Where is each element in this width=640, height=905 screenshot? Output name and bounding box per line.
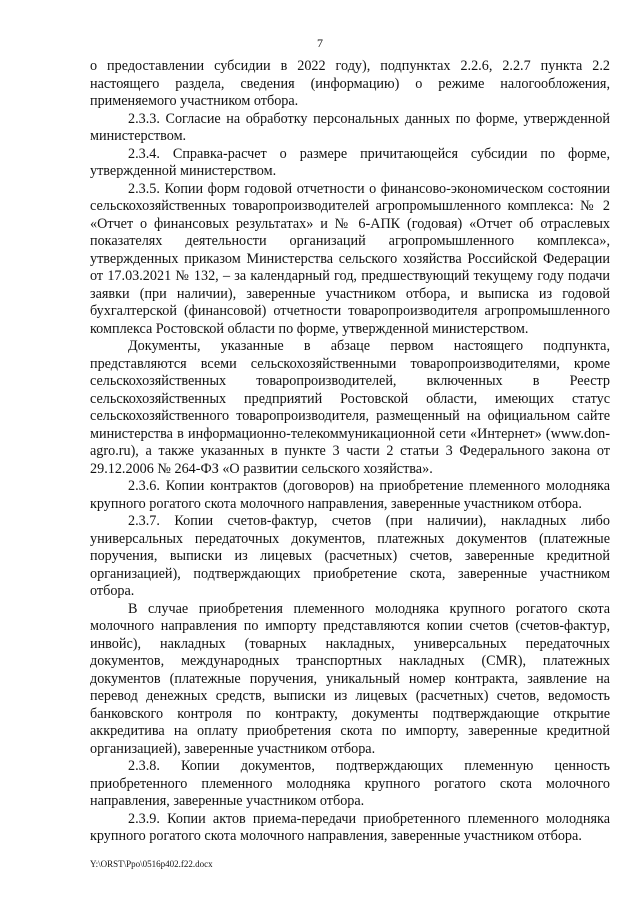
paragraph-2-3-8: 2.3.8. Копии документов, подтверждающих племенную ценность приобретенного племенного молодняка крупного рогатого скота молочного направления, заверенные участником отбора. bbox=[90, 758, 610, 809]
paragraph-2-3-3: 2.3.3. Согласие на обработку персональных данных по форме, утвержденной министерством. bbox=[90, 110, 610, 144]
paragraph-import-case: В случае приобретения племенного молодняка крупного рогатого скота молочного направления по импорту представляются копии счетов (счетов-фактур, инвойс), накладных (товарных накладных, универсальных передаточных документов, международных транспортных накладных (CMR), платежных документов (платежные поручения, уникальный номер контракта, заявление на перевод денежных средств, выписки из лицевых (расчетных) счетов, ведомость банковского контроля по контракту, документы подтверждающие открытие аккредитива на оплату приобретения скота по импорту, заверенные кредитной организацией), заверенные участником отбора. bbox=[90, 600, 610, 757]
paragraph-2-3-9: 2.3.9. Копии актов приема-передачи приобретенного племенного молодняка крупного рогатого скота молочного направления, заверенные участником отбора. bbox=[90, 810, 610, 844]
paragraph-2-3-7: 2.3.7. Копии счетов-фактур, счетов (при наличии), накладных либо универсальных передаточных документов, платежных документов (платежные поручения, выписки из лицевых (расчетных) счетов, заверенные кредитной организацией), подтверждающих приобретение скота, заверенные участником отбора. bbox=[90, 513, 610, 599]
document-body bbox=[90, 58, 610, 846]
paragraph-2-3-6: 2.3.6. Копии контрактов (договоров) на приобретение племенного молодняка крупного рогатого скота молочного направления, заверенные участником отбора. bbox=[90, 478, 610, 512]
paragraph-documents-note: Документы, указанные в абзаце первом настоящего подпункта, представляются всеми сельскохозяйственными товаропроизводителями, кроме сельскохозяйственных товаропроизводителей, включенных в Реестр сельскохозяйственных предприятий Ростовской области, имеющих статус сельскохозяйственного товаропроизводителя, размещенный на официальном сайте министерства в информационно-телекоммуникационной сети «Интернет» (www.don-agro.ru), а также указанных в пункте 3 части 2 статьи 3 Федерального закона от 29.12.2006 № 264-ФЗ «О развитии сельского хозяйства». bbox=[90, 338, 610, 477]
footer-file-path: Y:\ORST\Ppo\0516p402.f22.docx bbox=[90, 859, 213, 869]
page-number: 7 bbox=[317, 36, 323, 50]
paragraph-continuation: о предоставлении субсидии в 2022 году), подпунктах 2.2.6, 2.2.7 пункта 2.2 настоящего раздела, сведения (информацию) о режиме налогообложения, применяемого участником отбора. bbox=[90, 58, 610, 109]
paragraph-2-3-5: 2.3.5. Копии форм годовой отчетности о финансово-экономическом состоянии сельскохозяйственных товаропроизводителей агропромышленного комплекса: № 2 «Отчет о финансовых результатах» и № 6-АПК (годовая) «Отчет об отраслевых показателях деятельности организаций агропромышленного комплекса», утвержденных приказом Министерства сельского хозяйства Российской Федерации от 17.03.2021 № 132, – за календарный год, предшествующий текущему году подачи заявки (при наличии), заверенные участником отбора, и выписка из годовой бухгалтерской (финансовой) отчетности товаропроизводителя агропромышленного комплекса Ростовской области по форме, утвержденной министерством. bbox=[90, 180, 610, 337]
paragraph-2-3-4: 2.3.4. Справка-расчет о размере причитающейся субсидии по форме, утвержденной министерством. bbox=[90, 145, 610, 179]
